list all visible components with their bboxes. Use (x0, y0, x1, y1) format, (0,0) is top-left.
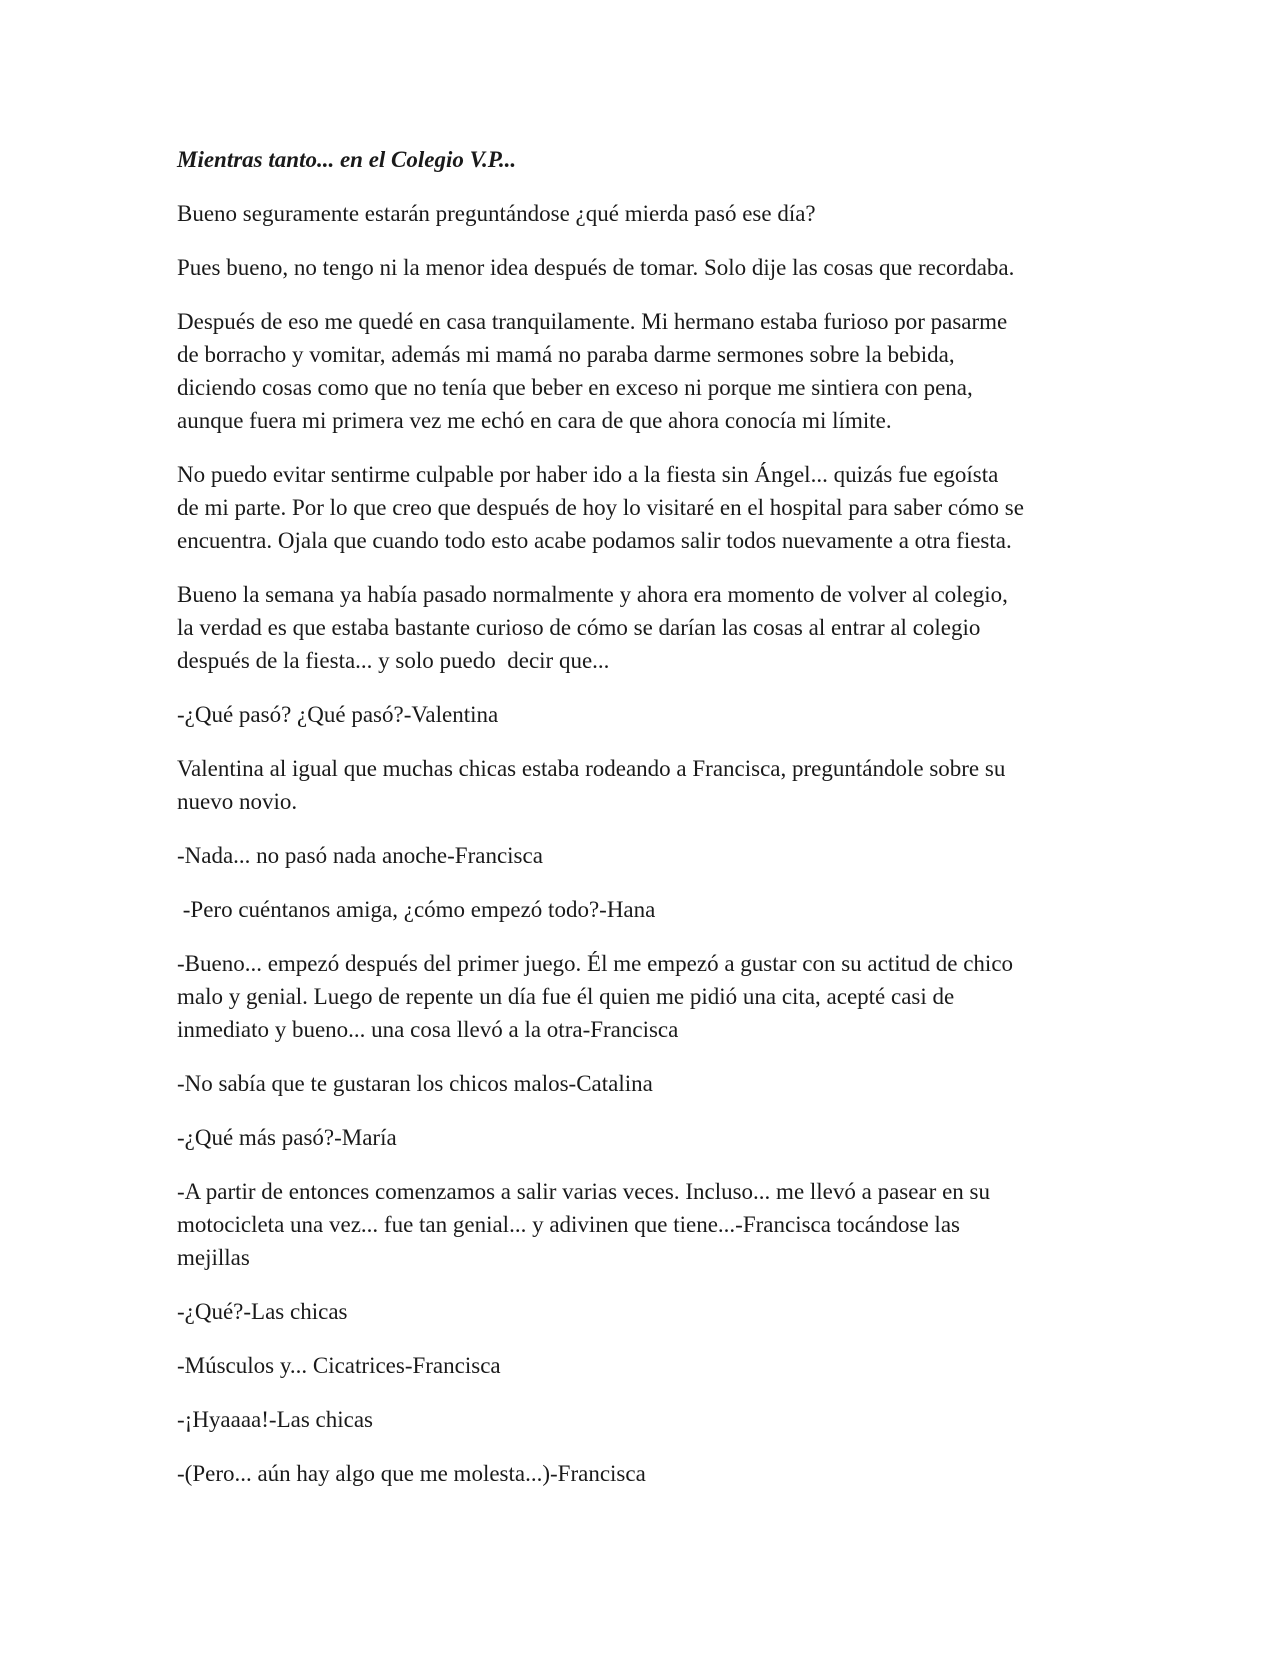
paragraph-line: Bueno la semana ya había pasado normalmente y ahora era momento de volver al colegio, (177, 582, 1008, 607)
paragraph (177, 1121, 1107, 1154)
paragraph (177, 698, 1107, 731)
paragraph-line: después de la fiesta... y solo puedo decir que... (177, 648, 610, 673)
paragraph-line: Bueno seguramente estarán preguntándose ¿qué mierda pasó ese día? (177, 201, 816, 226)
paragraph (177, 752, 1107, 818)
paragraph-line: -Nada... no pasó nada anoche-Francisca (177, 843, 543, 868)
paragraph-line: Después de eso me quedé en casa tranquilamente. Mi hermano estaba furioso por pasarme (177, 309, 1008, 334)
paragraph-line: Valentina al igual que muchas chicas estaba rodeando a Francisca, preguntándole sobre su (177, 756, 1006, 781)
paragraph-line: mejillas (177, 1245, 250, 1270)
paragraph-line: -(Pero... aún hay algo que me molesta...)-Francisca (177, 1461, 646, 1486)
paragraph (177, 1457, 1107, 1490)
paragraph-line: -A partir de entonces comenzamos a salir varias veces. Incluso... me llevó a pasear en su (177, 1179, 990, 1204)
paragraph (177, 251, 1107, 284)
document-body (177, 143, 1107, 1511)
paragraph-line: encuentra. Ojala que cuando todo esto acabe podamos salir todos nuevamente a otra fiesta. (177, 528, 1012, 553)
paragraph-line: de mi parte. Por lo que creo que después de hoy lo visitaré en el hospital para saber cómo se (177, 495, 1024, 520)
paragraph-line: aunque fuera mi primera vez me echó en cara de que ahora conocía mi límite. (177, 408, 892, 433)
paragraph-line: de borracho y vomitar, además mi mamá no paraba darme sermones sobre la bebida, (177, 342, 955, 367)
paragraph-line: -¡Hyaaaa!-Las chicas (177, 1407, 374, 1432)
paragraph-line: nuevo novio. (177, 789, 298, 814)
paragraph-line: -¿Qué más pasó?-María (177, 1125, 397, 1150)
chapter-title: Mientras tanto... en el Colegio V.P... (177, 147, 517, 172)
paragraph (177, 947, 1107, 1046)
paragraph (177, 893, 1107, 926)
paragraph (177, 1295, 1107, 1328)
paragraph-line: -¿Qué pasó? ¿Qué pasó?-Valentina (177, 702, 499, 727)
paragraph-line: diciendo cosas como que no tenía que beber en exceso ni porque me sintiera con pena, (177, 375, 973, 400)
paragraph (177, 578, 1107, 677)
paragraph (177, 1349, 1107, 1382)
paragraph (177, 1403, 1107, 1436)
paragraph-line: -Bueno... empezó después del primer juego. Él me empezó a gustar con su actitud de chico (177, 951, 1014, 976)
paragraph-line: -Pero cuéntanos amiga, ¿cómo empezó todo?-Hana (177, 897, 656, 922)
paragraph-line: malo y genial. Luego de repente un día fue él quien me pidió una cita, acepté casi de (177, 984, 955, 1009)
paragraph (177, 839, 1107, 872)
paragraph-line: No puedo evitar sentirme culpable por haber ido a la fiesta sin Ángel... quizás fue egoísta (177, 462, 999, 487)
paragraph-line: motocicleta una vez... fue tan genial... y adivinen que tiene...-Francisca tocándose las (177, 1212, 960, 1237)
paragraph-line: -No sabía que te gustaran los chicos malos-Catalina (177, 1071, 653, 1096)
paragraph-line: -¿Qué?-Las chicas (177, 1299, 348, 1324)
paragraph (177, 1067, 1107, 1100)
paragraph-line: la verdad es que estaba bastante curioso de cómo se darían las cosas al entrar al colegio (177, 615, 981, 640)
paragraph (177, 1175, 1107, 1274)
paragraph (177, 305, 1107, 437)
paragraph-line: -Músculos y... Cicatrices-Francisca (177, 1353, 501, 1378)
paragraph-list (177, 197, 1107, 1490)
paragraph-line: inmediato y bueno... una cosa llevó a la otra-Francisca (177, 1017, 679, 1042)
paragraph-line: Pues bueno, no tengo ni la menor idea después de tomar. Solo dije las cosas que recordaba. (177, 255, 1015, 280)
paragraph (177, 197, 1107, 230)
paragraph (177, 458, 1107, 557)
